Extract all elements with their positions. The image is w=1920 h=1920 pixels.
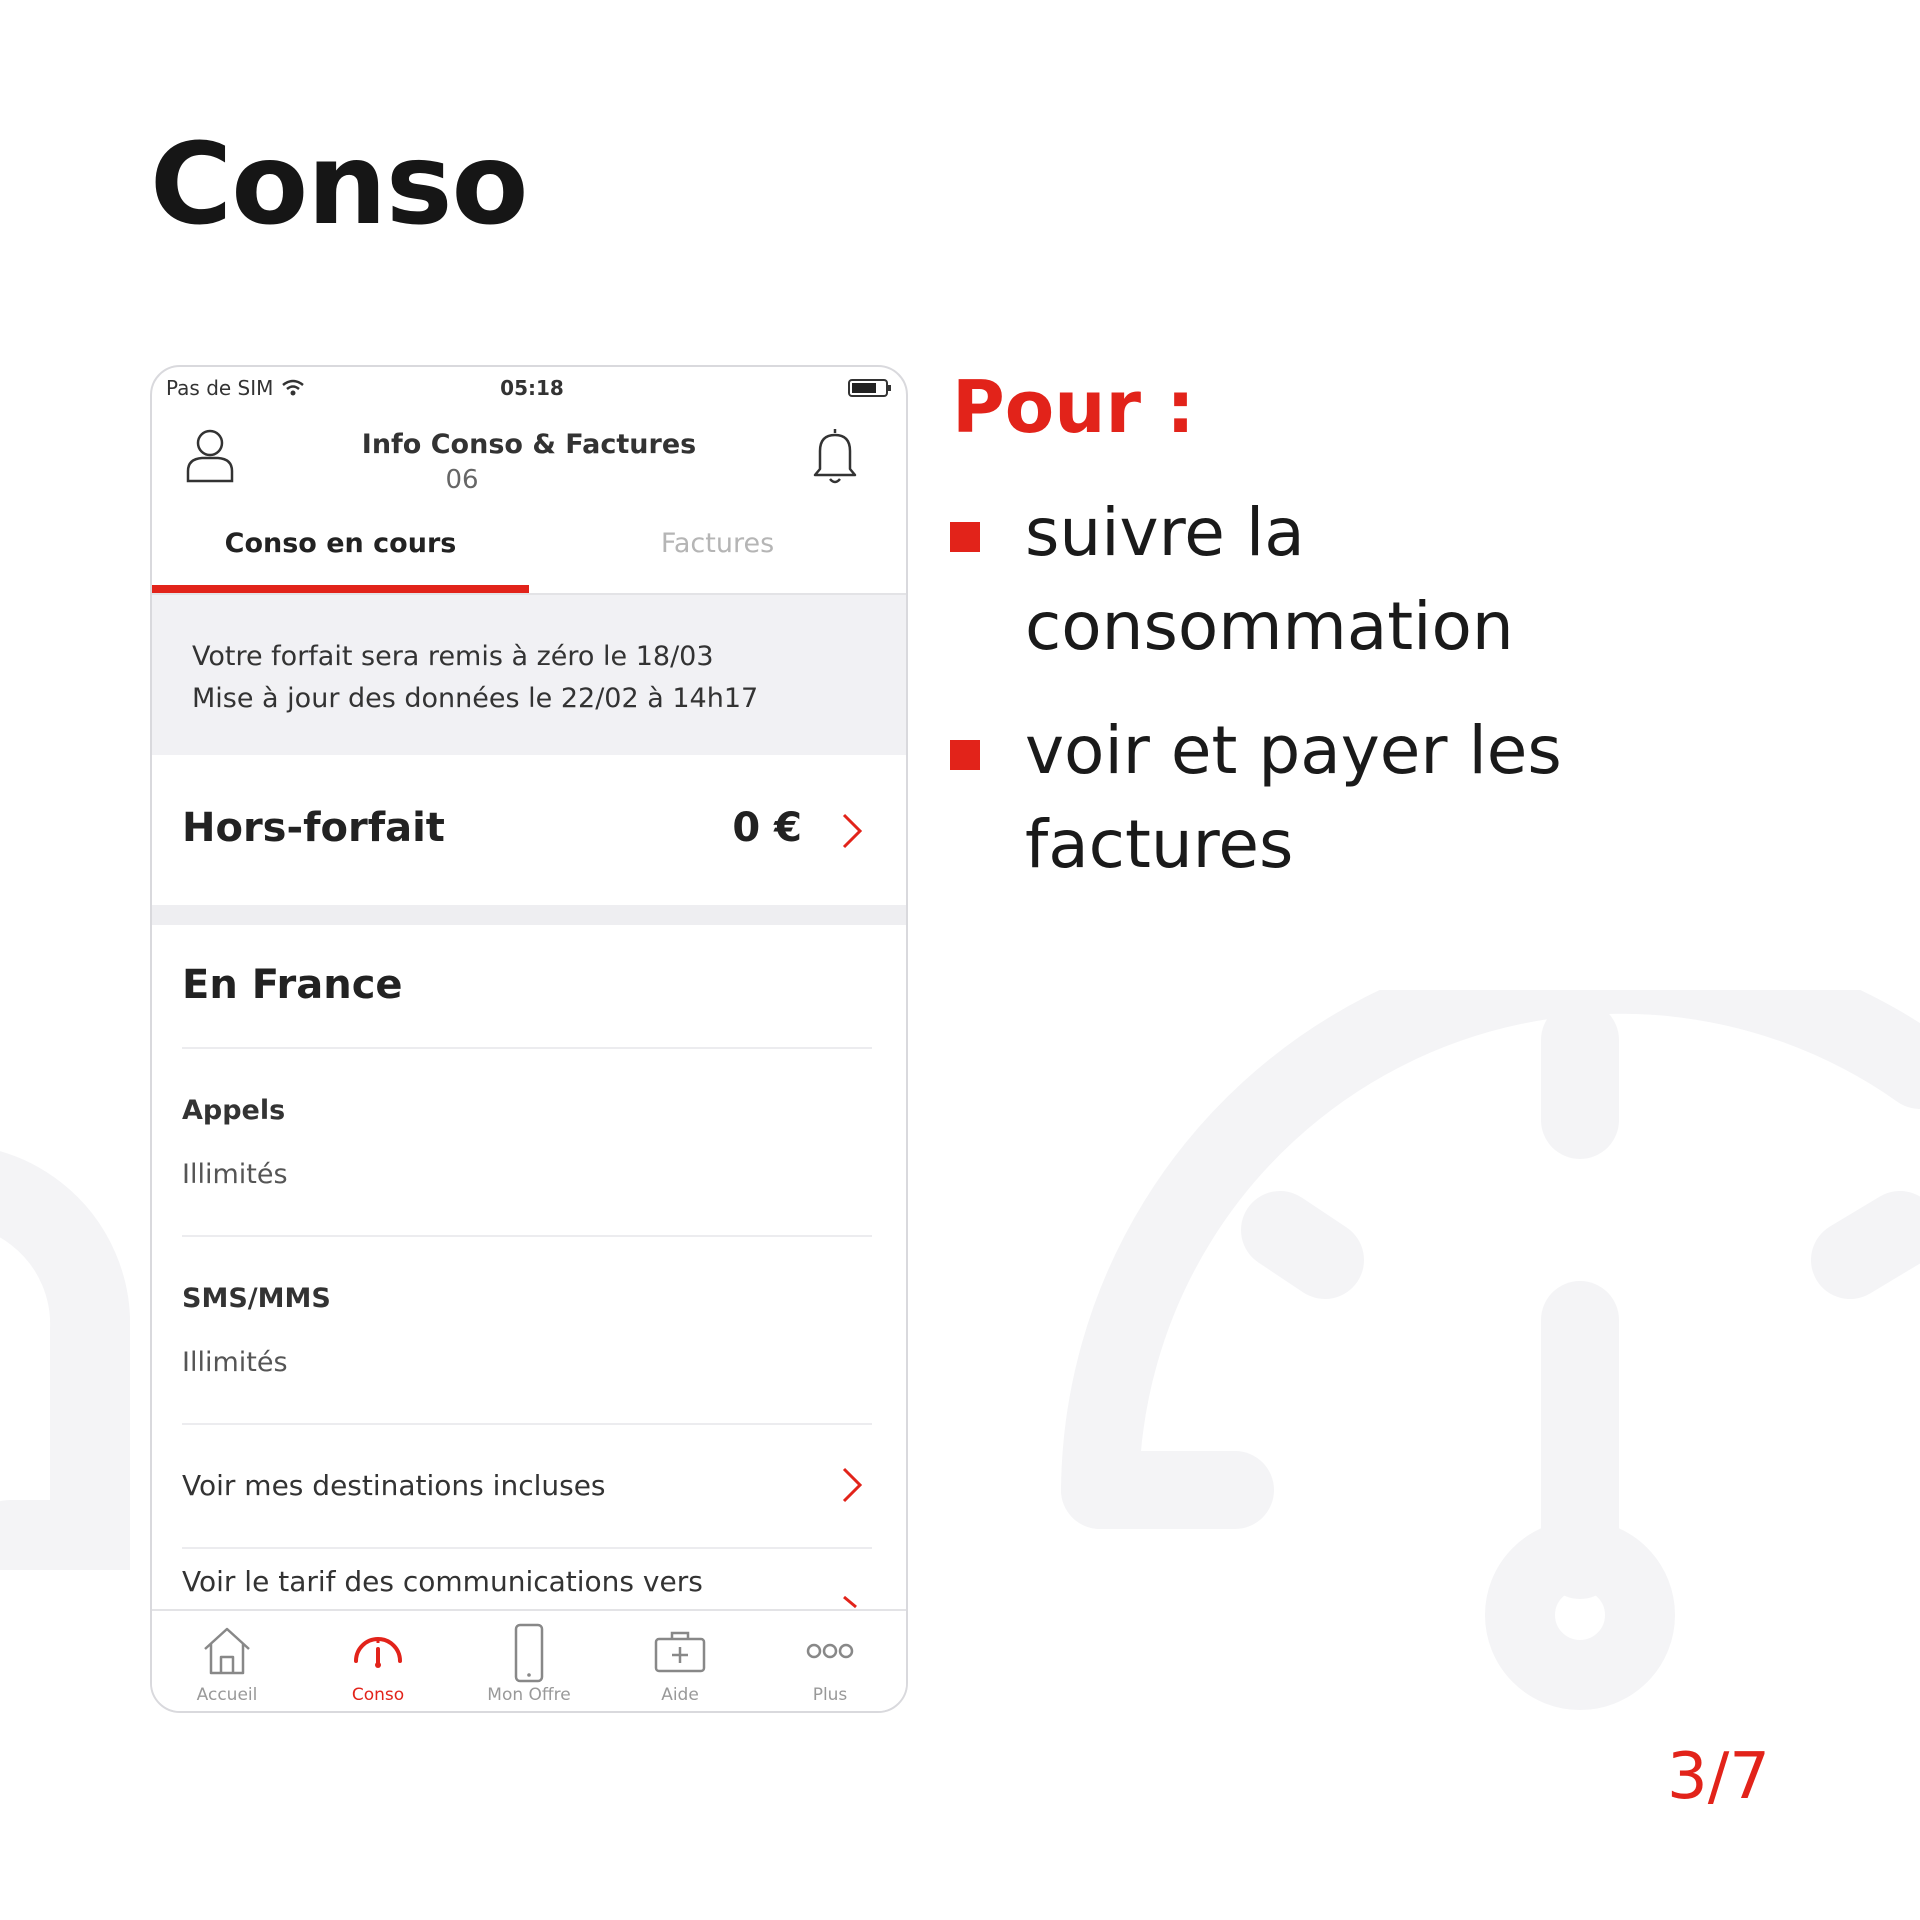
reset-date-text: Votre forfait sera remis à zéro le 18/03 — [192, 641, 714, 672]
tab-bar-label: Plus — [812, 1685, 848, 1705]
gauge-watermark-icon — [1040, 990, 1920, 1750]
tab-bar-mon-offre[interactable] — [454, 1611, 604, 1713]
app-header — [152, 407, 906, 503]
divider — [182, 1547, 872, 1549]
hors-forfait-label: Hors-forfait — [182, 805, 445, 851]
bottom-tab-bar — [152, 1609, 906, 1713]
tabs — [152, 503, 906, 595]
phone-device-icon — [499, 1623, 559, 1683]
lock-watermark-icon — [0, 1150, 130, 1570]
page-counter: 3/7 — [1667, 1740, 1770, 1814]
tab-bar-label: Accueil — [196, 1685, 258, 1705]
info-banner — [152, 595, 906, 755]
home-icon — [197, 1623, 257, 1679]
update-date-text: Mise à jour des données le 22/02 à 14h17 — [192, 683, 759, 714]
appels-value: Illimités — [182, 1159, 288, 1190]
more-icon — [800, 1623, 860, 1679]
battery-icon — [848, 378, 892, 398]
sms-mms-value: Illimités — [182, 1347, 288, 1378]
header-subtitle: 06 — [445, 465, 479, 495]
link-destinations-incluses[interactable]: Voir mes destinations incluses — [182, 1469, 606, 1502]
section-separator — [152, 905, 906, 925]
tab-bar-accueil[interactable] — [152, 1611, 302, 1713]
section-title: En France — [182, 962, 403, 1008]
link-tarif-communications[interactable]: Voir le tarif des communications vers — [182, 1565, 703, 1598]
tab-conso-en-cours[interactable]: Conso en cours — [152, 503, 529, 593]
tab-bar-label: Conso — [351, 1685, 405, 1705]
bullet-marker — [950, 522, 980, 552]
chevron-right-icon — [840, 1465, 864, 1505]
chevron-right-icon — [840, 1593, 864, 1609]
header-title: Info Conso & Factures — [361, 429, 697, 460]
divider — [182, 1235, 872, 1237]
bell-icon[interactable] — [810, 425, 860, 485]
tab-bar-label: Aide — [661, 1685, 699, 1705]
divider — [182, 1423, 872, 1425]
tab-bar-conso[interactable] — [303, 1611, 453, 1713]
divider — [182, 1047, 872, 1049]
carrier-label: Pas de SIM — [166, 376, 274, 400]
bullet-item: suivre la consommation — [1025, 494, 1514, 665]
chevron-right-icon — [840, 811, 864, 851]
tab-bar-label: Mon Offre — [487, 1685, 571, 1705]
gauge-icon — [348, 1623, 408, 1679]
slide-title: Conso — [150, 120, 528, 250]
user-profile-icon[interactable] — [182, 425, 238, 485]
status-bar — [152, 367, 906, 407]
first-aid-icon — [650, 1623, 710, 1679]
phone-screenshot — [150, 365, 908, 1713]
status-time: 05:18 — [500, 376, 564, 400]
sms-mms-title: SMS/MMS — [182, 1283, 331, 1314]
hors-forfait-row[interactable] — [152, 755, 906, 905]
status-carrier — [166, 376, 305, 400]
tab-factures[interactable]: Factures — [660, 528, 775, 559]
pour-heading: Pour : — [952, 365, 1195, 449]
tab-bar-plus[interactable] — [755, 1611, 905, 1713]
wifi-icon — [281, 379, 305, 397]
bullet-item: voir et payer les factures — [1025, 712, 1562, 883]
tab-bar-aide[interactable] — [605, 1611, 755, 1713]
bullet-marker — [950, 740, 980, 770]
hors-forfait-amount: 0 € — [732, 805, 802, 851]
appels-title: Appels — [182, 1095, 286, 1126]
